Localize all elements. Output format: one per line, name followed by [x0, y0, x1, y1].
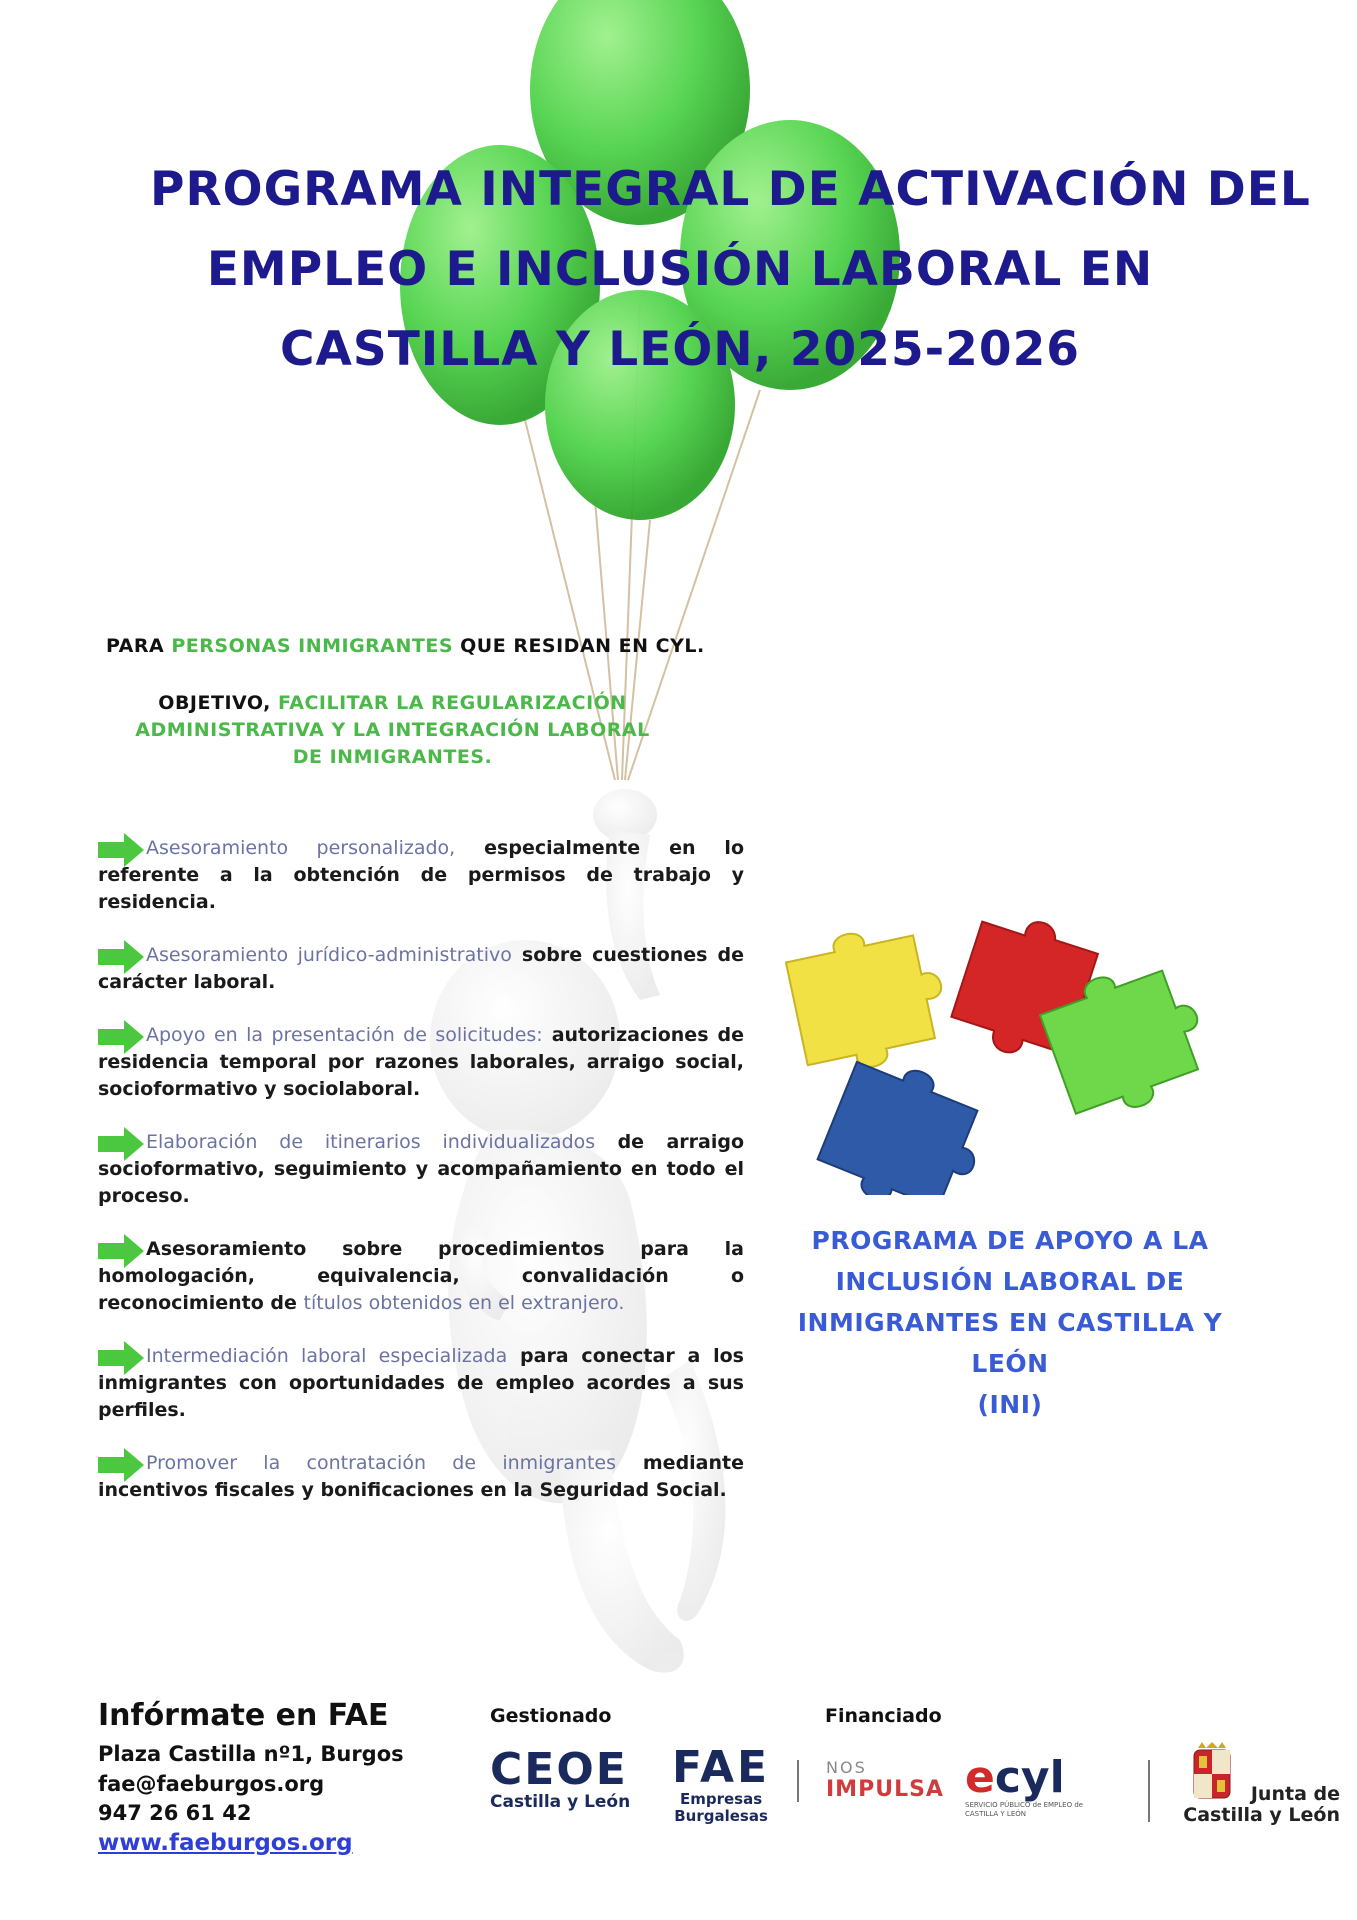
bullet-text: de arraigo socioformativo, seguimiento y acompañamiento en todo el proceso. — [98, 1131, 744, 1207]
junta-text — [1180, 1784, 1340, 1826]
ecyl-logo — [965, 1752, 1095, 1819]
target-suffix: QUE RESIDAN EN CYL. — [453, 635, 705, 657]
fae-logo-text: FAE — [672, 1742, 771, 1793]
target-highlight: PERSONAS INMIGRANTES — [171, 635, 454, 657]
fae-logo — [672, 1742, 771, 1825]
ecyl-text: cyl — [994, 1752, 1065, 1803]
green-arrow-icon — [98, 940, 144, 974]
bullet-text: autorizaciones de residencia temporal por razones laborales, arraigo social, socioformativo y sociolaboral. — [98, 1024, 744, 1100]
green-arrow-icon — [98, 1341, 144, 1375]
list-item — [98, 942, 744, 996]
contact-website-link[interactable]: www.faeburgos.org — [98, 1830, 353, 1856]
contact-email[interactable]: fae@faeburgos.org — [98, 1772, 325, 1796]
green-arrow-icon — [98, 1020, 144, 1054]
contact-phone: 947 26 61 42 — [98, 1801, 252, 1825]
services-list — [98, 835, 744, 1530]
list-item — [98, 1022, 744, 1103]
bullet-highlight: Promover la contratación de inmigrantes — [146, 1452, 617, 1474]
objective-label: OBJETIVO, — [158, 692, 278, 714]
bullet-text: Asesoramiento sobre procedimientos para la homologación, equivalencia, convalidación o reconocimiento de — [98, 1238, 744, 1314]
bullet-text: para conectar a los inmigrantes con oportunidades de empleo acordes a sus perfiles. — [98, 1345, 744, 1421]
bullet-text: mediante incentivos fiscales y bonificaciones en la Seguridad Social. — [98, 1452, 745, 1501]
managed-label: Gestionado — [490, 1705, 612, 1727]
bullet-highlight: Asesoramiento jurídico-administrativo — [146, 944, 512, 966]
puzzle-blue — [812, 1048, 999, 1195]
list-item — [98, 835, 744, 916]
bullet-highlight: títulos obtenidos en el extranjero. — [303, 1292, 625, 1314]
objective-text — [120, 690, 665, 771]
bullet-text: sobre cuestiones de carácter laboral. — [98, 944, 744, 993]
contact-heading: Infórmate en FAE — [98, 1698, 389, 1733]
list-item — [98, 1236, 744, 1317]
main-title-line2: EMPLEO E INCLUSIÓN LABORAL EN — [206, 242, 1154, 297]
side-title-line2: INCLUSIÓN LABORAL DE — [835, 1267, 1185, 1296]
list-item — [98, 1343, 744, 1424]
impulsa-text: IMPULSA — [826, 1777, 944, 1802]
bullet-highlight: Elaboración de itinerarios individualizados — [146, 1131, 596, 1153]
junta-text-line2: Castilla y León — [1183, 1804, 1340, 1826]
green-arrow-icon — [98, 1127, 144, 1161]
ecyl-subtext: SERVICIO PÚBLICO de EMPLEO de CASTILLA Y LEÓN — [965, 1801, 1084, 1818]
list-item — [98, 1129, 744, 1210]
financed-label: Financiado — [825, 1705, 942, 1727]
green-arrow-icon — [98, 1448, 144, 1482]
ceoe-logo — [490, 1744, 631, 1812]
puzzle-yellow — [783, 917, 955, 1080]
junta-text-line1: Junta de — [1250, 1783, 1340, 1805]
main-title — [150, 150, 1311, 390]
puzzle-pieces-illustration — [762, 885, 1232, 1195]
contact-address: Plaza Castilla nº1, Burgos — [98, 1742, 404, 1766]
fae-logo-subtext2: Burgalesas — [674, 1807, 768, 1825]
target-prefix: PARA — [106, 635, 172, 657]
fae-logo-subtext1: Empresas — [679, 1790, 763, 1808]
main-title-line1: PROGRAMA INTEGRAL DE ACTIVACIÓN DEL — [150, 162, 1311, 217]
bullet-text: especialmente en lo referente a la obtención de permisos de trabajo y residencia. — [98, 837, 744, 913]
ceoe-logo-subtext: Castilla y León — [490, 1792, 631, 1812]
divider — [1148, 1760, 1150, 1822]
bullet-highlight: Apoyo en la presentación de solicitudes: — [146, 1024, 543, 1046]
target-audience-line — [106, 635, 705, 657]
program-side-title — [770, 1220, 1250, 1425]
side-title-line3: INMIGRANTES EN CASTILLA Y LEÓN — [797, 1308, 1223, 1378]
green-arrow-icon — [98, 1234, 144, 1268]
ecyl-e: e — [965, 1752, 995, 1803]
nos-text: NOS — [826, 1758, 867, 1777]
bullet-highlight: Intermediación laboral especializada — [146, 1345, 508, 1367]
nos-impulsa-logo — [826, 1758, 944, 1802]
bullet-highlight: Asesoramiento personalizado, — [146, 837, 456, 859]
objective-highlight: FACILITAR LA REGULARIZACIÓN ADMINISTRATIVA Y LA INTEGRACIÓN LABORAL DE INMIGRANTES. — [135, 692, 650, 768]
list-item — [98, 1450, 744, 1504]
main-title-line3: CASTILLA Y LEÓN, 2025-2026 — [280, 322, 1080, 377]
divider — [797, 1760, 799, 1802]
ceoe-logo-text: CEOE — [490, 1744, 628, 1795]
side-title-line4: (INI) — [977, 1390, 1043, 1419]
side-title-line1: PROGRAMA DE APOYO A LA — [811, 1226, 1209, 1255]
green-arrow-icon — [98, 833, 144, 867]
